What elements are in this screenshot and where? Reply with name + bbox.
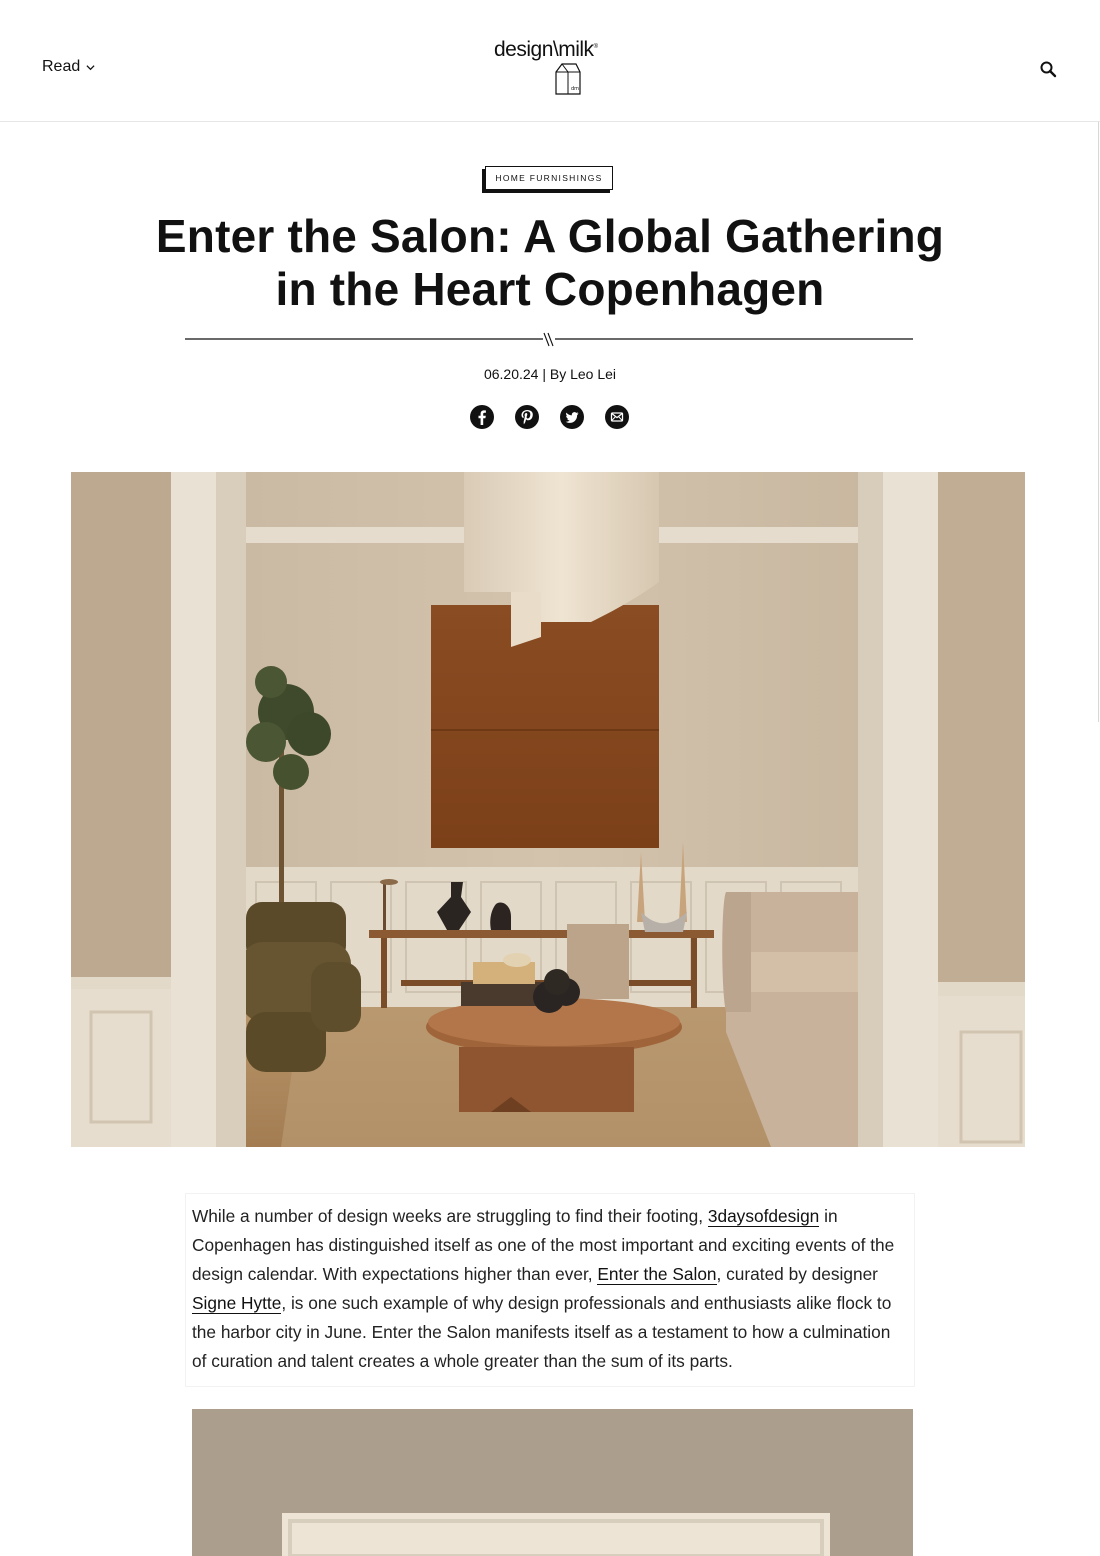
share-bar (470, 405, 629, 429)
read-menu[interactable] (42, 58, 95, 76)
svg-text:dm: dm (571, 86, 580, 92)
article-body (185, 1193, 915, 1387)
category-tag[interactable]: HOME FURNISHINGS (485, 166, 613, 190)
search-icon[interactable] (1039, 60, 1057, 78)
publish-date: 06.20.24 (483, 366, 539, 382)
pinterest-icon[interactable] (515, 405, 539, 429)
byline: 06.20.24 | By Leo Lei (483, 366, 617, 382)
article-title: Enter the Salon: A Global Gathering in the Heart Copenhagen (155, 210, 945, 315)
site-logo[interactable] (494, 38, 606, 98)
email-icon[interactable] (605, 405, 629, 429)
salon-room-illustration (71, 472, 1025, 1147)
facebook-icon[interactable] (470, 405, 494, 429)
author-link[interactable]: Leo Lei (570, 366, 617, 382)
title-divider (185, 332, 913, 348)
article-paragraph: While a number of design weeks are struggling to find their footing, 3daysofdesign in Copenhagen has distinguished itself as one of the most important and exciting events of the design calendar. With expectations higher than ever, Enter the Salon, curated by designer Signe Hytte, is one such example of why design professionals and enthusiasts alike flock to the harbor city in June. Enter the Salon manifests itself as a testament to how a culmination of curation and talent creates a whole greater than the sum of its parts. (192, 1206, 895, 1371)
twitter-icon[interactable] (560, 405, 584, 429)
link-3daysofdesign[interactable]: 3daysofdesign (707, 1206, 820, 1226)
second-image-illustration (192, 1409, 913, 1556)
read-menu-label: Read (42, 58, 81, 75)
link-signe-hytte[interactable]: Signe Hytte (192, 1293, 282, 1313)
page-frame-line (1098, 122, 1099, 722)
link-enter-the-salon[interactable]: Enter the Salon (597, 1264, 717, 1284)
milk-carton-icon (552, 60, 584, 96)
chevron-down-icon (86, 63, 95, 72)
site-header (0, 0, 1100, 122)
article-image-2 (192, 1409, 913, 1556)
logo-wordmark: design\milk® (494, 38, 598, 61)
hero-image (71, 472, 1025, 1147)
